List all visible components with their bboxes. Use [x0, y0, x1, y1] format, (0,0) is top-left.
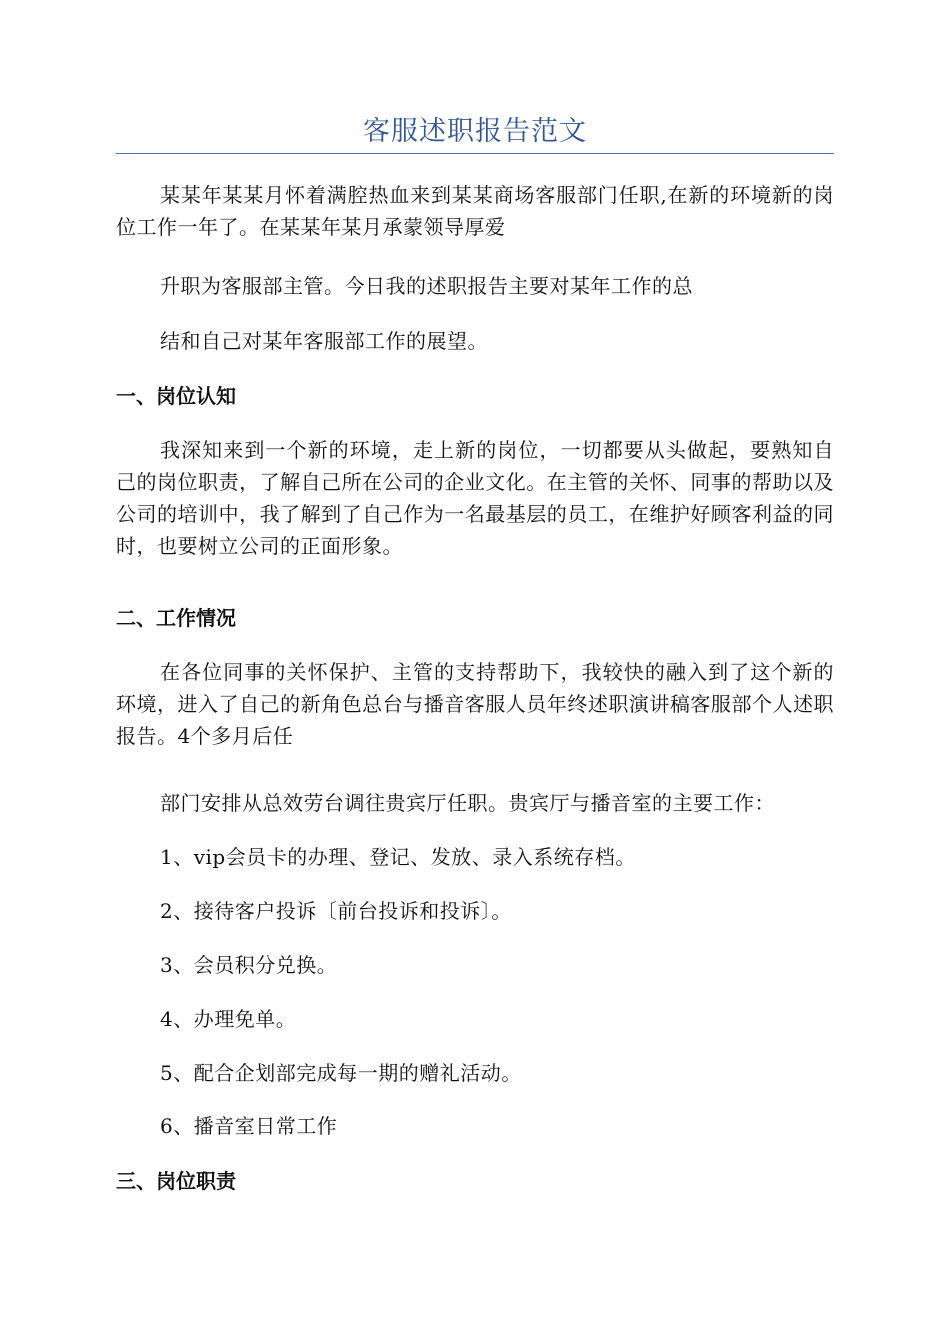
document-title: 客服述职报告范文	[363, 116, 587, 147]
list-item: 4、办理免单。	[160, 1007, 297, 1031]
list-item: 1、vip会员卡的办理、登记、发放、录入系统存档。	[160, 845, 636, 869]
intro-paragraph-1: 某某年某某月怀着满腔热血来到某某商场客服部门任职,在新的环境新的岗位工作一年了。在某某年某月承蒙领导厚爱	[116, 183, 834, 239]
section-2-body-1: 在各位同事的关怀保护、主管的支持帮助下，我较快的融入到了这个新的环境，进入了自己的新角色总台与播音客服人员年终述职演讲稿客服部个人述职报告。4个多月后任	[116, 660, 834, 748]
section-heading-2: 二、工作情况	[116, 606, 236, 630]
section-heading-1: 一、岗位认知	[116, 384, 236, 408]
list-item: 2、接待客户投诉〔前台投诉和投诉〕。	[160, 899, 512, 923]
section-1-body: 我深知来到一个新的环境，走上新的岗位，一切都要从头做起，要熟知自己的岗位职责，了解自己所在公司的企业文化。在主管的关怀、同事的帮助以及公司的培训中，我了解到了自己作为一名最基层的员工，在维护好顾客利益的同时，也要树立公司的正面形象。	[116, 438, 834, 558]
list-item: 5、配合企划部完成每一期的赠礼活动。	[160, 1061, 522, 1085]
section-heading-3: 三、岗位职责	[116, 1169, 236, 1193]
list-item: 6、播音室日常工作	[160, 1114, 338, 1138]
section-2-body-2: 部门安排从总效劳台调往贵宾厅任职。贵宾厅与播音室的主要工作：	[160, 791, 775, 815]
list-item: 3、会员积分兑换。	[160, 953, 338, 977]
title-underline	[116, 153, 834, 154]
intro-paragraph-3: 结和自己对某年客服部工作的展望。	[160, 329, 488, 353]
intro-paragraph-2: 升职为客服部主管。今日我的述职报告主要对某年工作的总	[160, 274, 693, 298]
